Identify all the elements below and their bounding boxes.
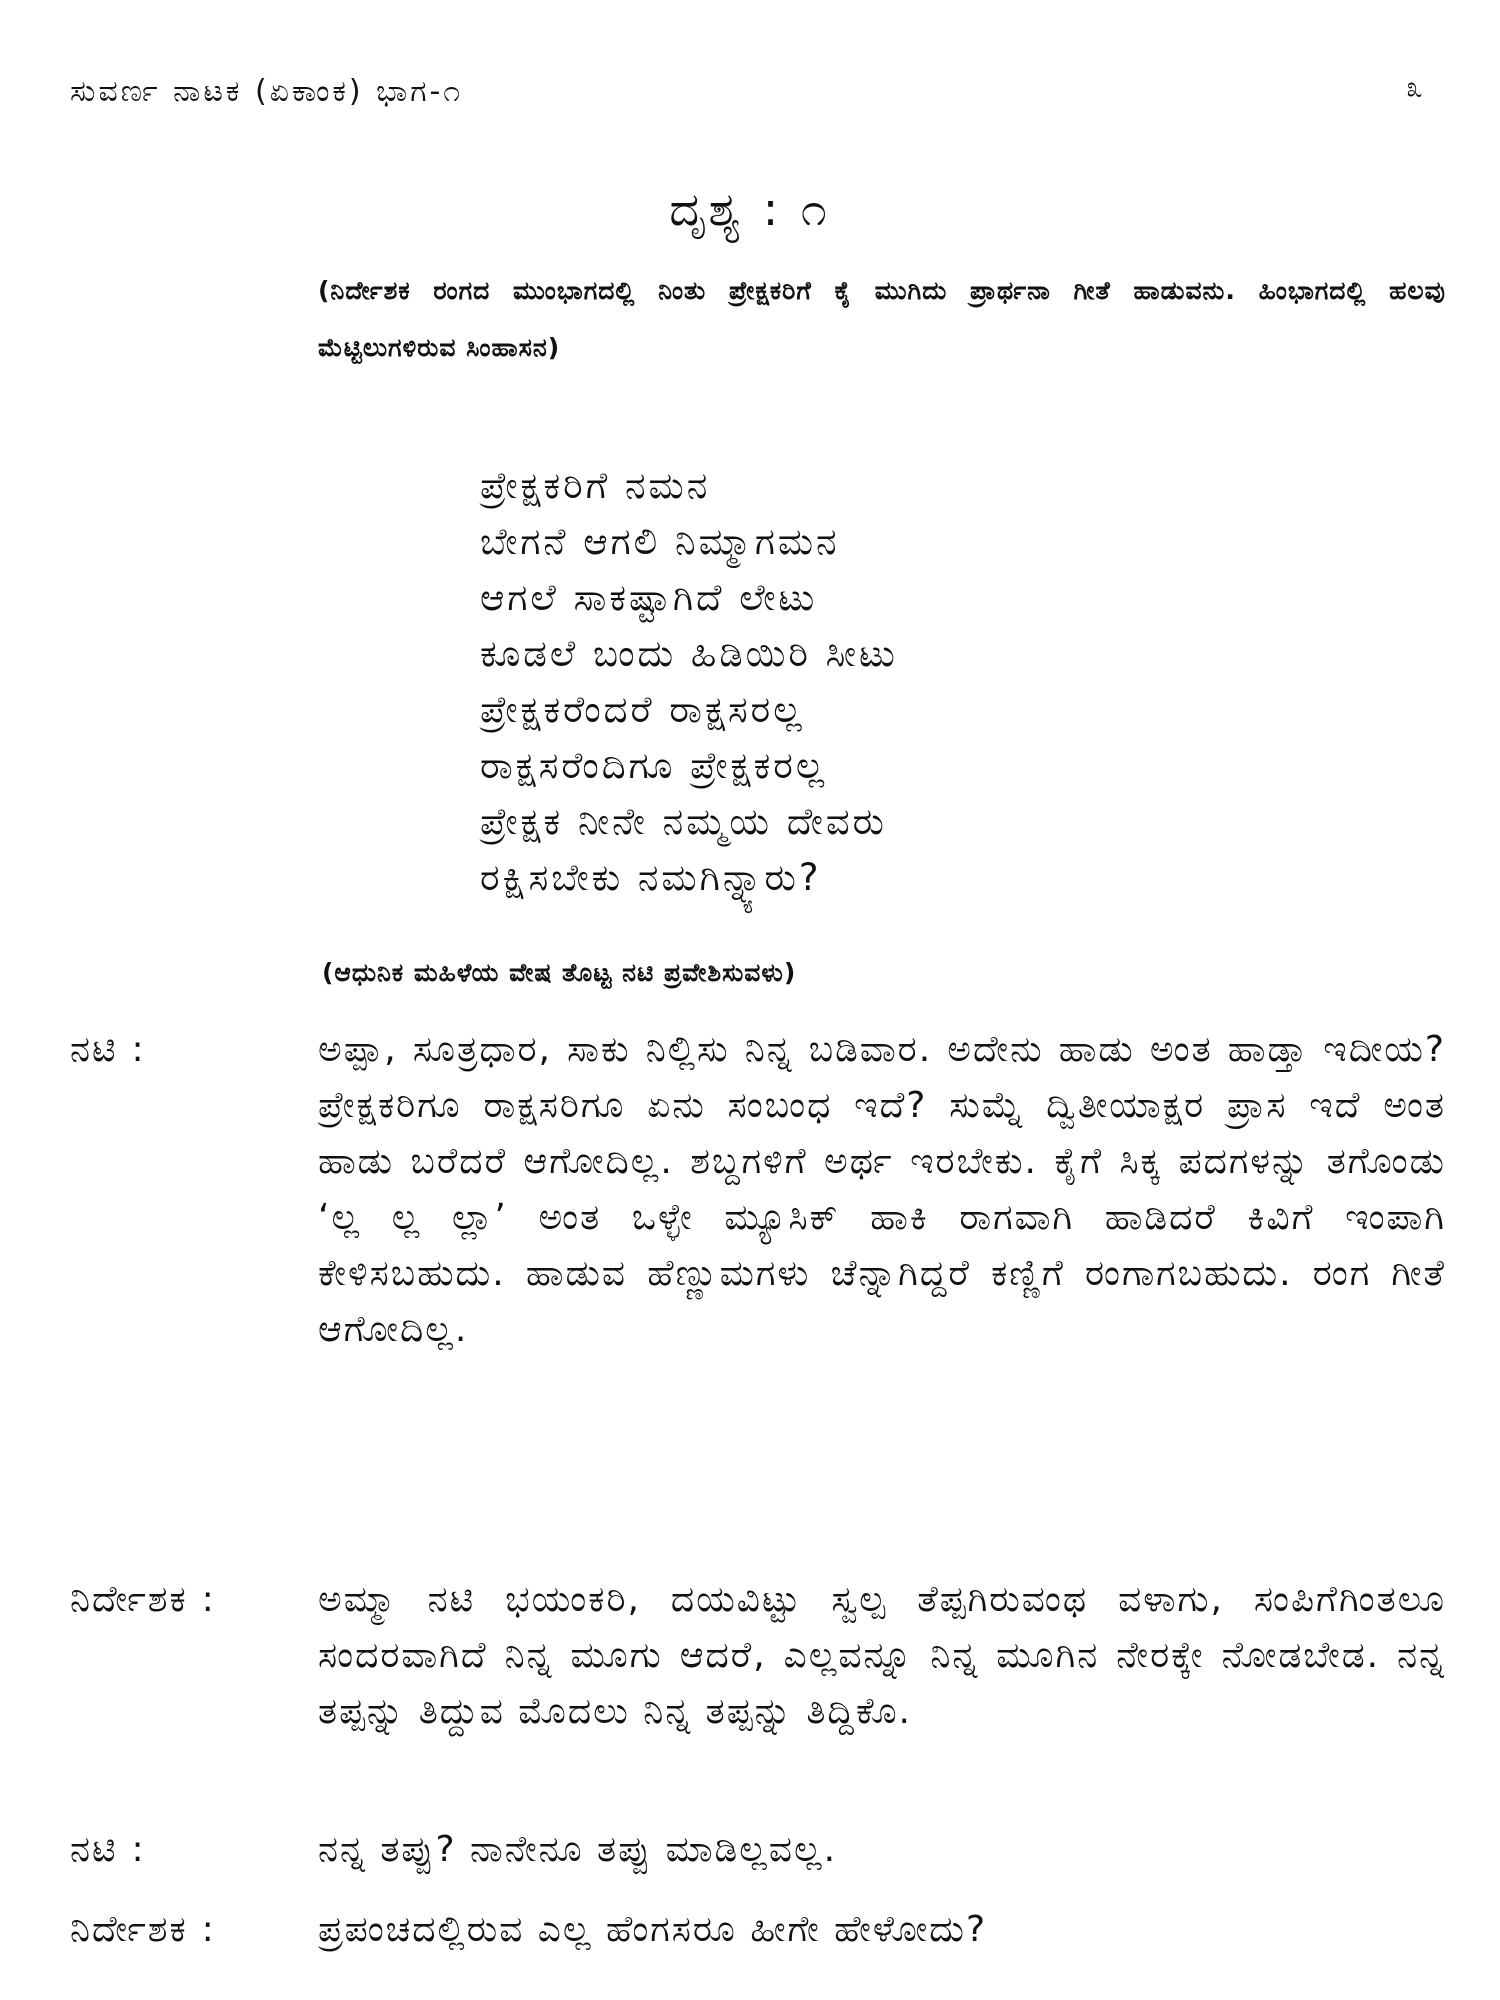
stage-direction-entry: (ಆಧುನಿಕ ಮಹಿಳೆಯ ವೇಷ ತೊಟ್ಟ ನಟಿ ಪ್ರವೇಶಿಸುವಳು) <box>322 958 797 987</box>
song-line: ರಾಕ್ಷಸರೆಂದಿಗೂ ಪ್ರೇಕ್ಷಕರಲ್ಲ <box>480 744 828 787</box>
speaker-colon: : <box>201 1909 216 1950</box>
speaker-name: ನಟಿ <box>70 1029 118 1070</box>
song-line: ಪ್ರೇಕ್ಷಕ ನೀನೇ ನಮ್ಮಯ ದೇವರು <box>480 800 887 843</box>
speaker-name: ನಟಿ <box>70 1829 118 1870</box>
song-line: ಕೂಡಲೆ ಬಂದು ಹಿಡಿಯಿರಿ ಸೀಟು <box>480 632 898 675</box>
speaker-colon: : <box>131 1829 146 1870</box>
stage-direction-opening: (ನಿರ್ದೇಶಕ ರಂಗದ ಮುಂಭಾಗದಲ್ಲಿ ನಿಂತು ಪ್ರೇಕ್ಷಕರಿಗೆ ಕೈ ಮುಗಿದು ಪ್ರಾರ್ಥನಾ ಗೀತೆ ಹಾಡುವನು. ಹಿಂಭಾಗದಲ್ಲಿ ಹಲವು ಮೆಟ್ಟಿಲುಗಳಿರುವ ಸಿಂಹಾಸನ) <box>318 276 1446 362</box>
running-head: ಸುವರ್ಣ ನಾಟಕ (ಏಕಾಂಕ) ಭಾಗ-೧ <box>70 74 464 109</box>
song-line: ಆಗಲೆ ಸಾಕಷ್ಟಾಗಿದೆ ಲೇಟು <box>480 576 818 619</box>
speaker-colon: : <box>201 1579 216 1620</box>
page-number: ೩ <box>1406 70 1423 105</box>
song-line: ಪ್ರೇಕ್ಷಕರೆಂದರೆ ರಾಕ್ಷಸರಲ್ಲ <box>480 688 805 731</box>
song-line: ಬೇಗನೆ ಆಗಲಿ ನಿಮ್ಮಾಗಮನ <box>480 520 840 563</box>
prayer-song <box>480 458 898 906</box>
speaker-label <box>70 1902 216 1958</box>
speaker-label <box>70 1022 146 1078</box>
speech-text: ಅಮ್ಮಾ ನಟಿ ಭಯಂಕರಿ, ದಯವಿಟ್ಟು ಸ್ವಲ್ಪ ತೆಪ್ಪಗಿರುವಂಥ ವಳಾಗು, ಸಂಪಿಗೆಗಿಂತಲೂ ಸಂದರವಾಗಿದೆ ನಿನ್ನ ಮೂಗು ಆದರೆ, ಎಲ್ಲವನ್ನೂ ನಿನ್ನ ಮೂಗಿನ ನೇರಕ್ಕೇ ನೋಡಬೇಡ. ನನ್ನ ತಪ್ಪನ್ನು ತಿದ್ದುವ ಮೊದಲು ನಿನ್ನ ತಪ್ಪನ್ನು ತಿದ್ದಿಕೊ. <box>318 1579 1446 1732</box>
speech-text: ನನ್ನ ತಪ್ಪು? ನಾನೇನೂ ತಪ್ಪು ಮಾಡಿಲ್ಲವಲ್ಲ. <box>318 1829 838 1870</box>
speaker-colon: : <box>131 1029 146 1070</box>
speech-text: ಪ್ರಪಂಚದಲ್ಲಿರುವ ಎಲ್ಲ ಹೆಂಗಸರೂ ಹೀಗೇ ಹೇಳೋದು? <box>318 1909 988 1950</box>
speaker-label <box>70 1822 146 1878</box>
speech-text: ಅಪ್ಪಾ, ಸೂತ್ರಧಾರ, ಸಾಕು ನಿಲ್ಲಿಸು ನಿನ್ನ ಬಡಿವಾರ. ಅದೇನು ಹಾಡು ಅಂತ ಹಾಡ್ತಾ ಇದೀಯ? ಪ್ರೇಕ್ಷಕರಿಗೂ ರಾಕ್ಷಸರಿಗೂ ಏನು ಸಂಬಂಧ ಇದೆ? ಸುಮ್ನೆ ದ್ವಿತೀಯಾಕ್ಷರ ಪ್ರಾಸ ಇದೆ ಅಂತ ಹಾಡು ಬರೆದರೆ ಆಗೋದಿಲ್ಲ. ಶಬ್ದಗಳಿಗೆ ಅರ್ಥ ಇರಬೇಕು. ಕೈಗೆ ಸಿಕ್ಕ ಪದಗಳನ್ನು ತಗೊಂಡು ‘ಲ್ಲ ಲ್ಲ ಲ್ಲಾ’ ಅಂತ ಒಳ್ಳೇ ಮ್ಯೂಸಿಕ್ ಹಾಕಿ ರಾಗವಾಗಿ ಹಾಡಿದರೆ ಕಿವಿಗೆ ಇಂಪಾಗಿ ಕೇಳಿಸಬಹುದು. ಹಾಡುವ ಹೆಣ್ಣುಮಗಳು ಚೆನ್ನಾಗಿದ್ದರೆ ಕಣ್ಣಿಗೆ ರಂಗಾಗಬಹುದು. ರಂಗ ಗೀತೆ ಆಗೋದಿಲ್ಲ. <box>318 1029 1446 1350</box>
song-line: ಪ್ರೇಕ್ಷಕರಿಗೆ ನಮನ <box>480 464 711 507</box>
song-line: ರಕ್ಷಿಸಬೇಕು ನಮಗಿನ್ನ್ಯಾರು? <box>480 856 822 899</box>
speaker-name: ನಿರ್ದೇಶಕ <box>70 1909 188 1950</box>
scene-title: ದೃಶ್ಯ : ೧ <box>669 182 831 236</box>
speaker-name: ನಿರ್ದೇಶಕ <box>70 1579 188 1620</box>
speaker-label <box>70 1572 216 1628</box>
